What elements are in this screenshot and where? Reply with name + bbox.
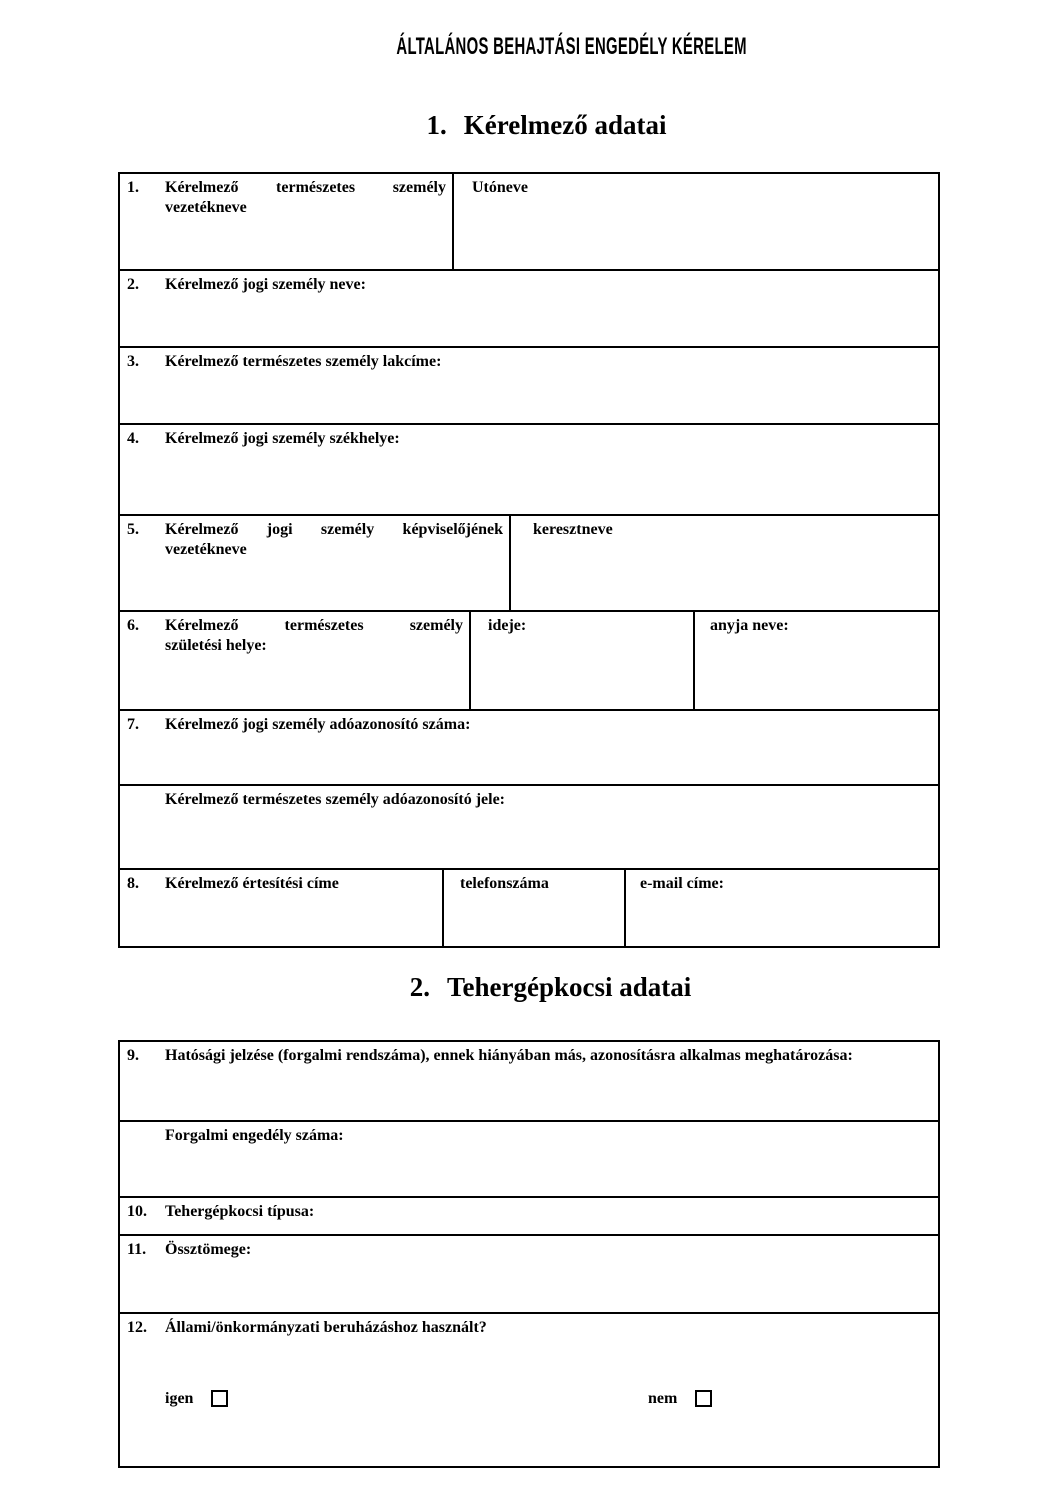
row-number: 4. xyxy=(127,430,139,447)
form-row-2 xyxy=(120,269,938,346)
field-cell-state-investment xyxy=(120,1314,938,1466)
field-cell-truck-type xyxy=(120,1198,938,1234)
field-cell-phone-number xyxy=(442,870,624,946)
field-cell-email-address xyxy=(624,870,938,946)
row-number: 8. xyxy=(127,875,139,892)
field-label: keresztneve xyxy=(533,521,613,538)
field-label: Össztömege: xyxy=(165,1241,252,1258)
field-label: Kérelmező természetes személy xyxy=(165,179,446,196)
yes-option-label: igen xyxy=(165,1390,194,1407)
field-label: Kérelmező jogi személy székhelye: xyxy=(165,430,400,447)
section-2-number: 2. xyxy=(409,972,430,1002)
form-row-9 xyxy=(120,1042,938,1120)
document-title-text: ÁLTALÁNOS BEHAJTÁSI ENGEDÉLY KÉRELEM xyxy=(396,33,747,60)
field-cell-representative-surname xyxy=(120,516,509,610)
row-number: 2. xyxy=(127,276,139,293)
form-row-1 xyxy=(120,174,938,269)
field-cell-legal-entity-tax-number xyxy=(120,711,938,784)
field-cell-legal-entity-seat xyxy=(120,425,938,514)
row-number: 10. xyxy=(127,1203,147,1220)
field-cell-registration-number xyxy=(120,1122,938,1196)
field-cell-applicant-surname xyxy=(120,174,452,269)
form-row-5 xyxy=(120,514,938,610)
row-number: 7. xyxy=(127,716,139,733)
field-label: Kérelmező természetes személy xyxy=(165,617,463,634)
field-cell-license-plate xyxy=(120,1042,938,1120)
field-label: vezetékneve xyxy=(165,541,247,558)
form-row-10 xyxy=(120,1196,938,1234)
form-row-4 xyxy=(120,423,938,514)
field-label: Kérelmező természetes személy adóazonosító jele: xyxy=(165,791,505,808)
field-cell-applicant-firstname xyxy=(452,174,938,269)
form-row-7 xyxy=(120,709,938,784)
field-label: Hatósági jelzése (forgalmi rendszáma), ennek hiányában más, azonosításra alkalmas meghatározása: xyxy=(165,1047,853,1064)
section-1-number: 1. xyxy=(426,110,447,140)
field-cell-birth-place xyxy=(120,612,469,709)
field-cell-mother-name xyxy=(693,612,938,709)
row-number: 12. xyxy=(127,1319,147,1336)
document-title xyxy=(0,33,1059,61)
field-label: Kérelmező értesítési címe xyxy=(165,875,339,892)
form-row-6 xyxy=(120,610,938,709)
row-number: 1. xyxy=(127,179,139,196)
field-label: telefonszáma xyxy=(460,875,549,892)
row-number: 6. xyxy=(127,617,139,634)
field-cell-birth-date xyxy=(469,612,693,709)
field-label: Utóneve xyxy=(472,179,528,196)
row-number: 11. xyxy=(127,1241,147,1258)
field-label: Kérelmező természetes személy lakcíme: xyxy=(165,353,442,370)
field-cell-natural-person-tax-id xyxy=(120,786,938,868)
field-cell-notification-address xyxy=(120,870,442,946)
section-2-title: Tehergépkocsi adatai xyxy=(446,972,692,1002)
field-cell-total-weight xyxy=(120,1236,938,1312)
field-label: anyja neve: xyxy=(710,617,789,634)
field-label: Állami/önkormányzati beruházáshoz használt? xyxy=(165,1319,487,1336)
field-cell-natural-person-address xyxy=(120,348,938,423)
yes-option-group xyxy=(165,1390,228,1407)
field-label: vezetékneve xyxy=(165,199,247,216)
no-checkbox[interactable] xyxy=(695,1390,712,1407)
yes-no-choice-row xyxy=(120,1390,938,1410)
applicant-data-table xyxy=(118,172,940,948)
field-label: Kérelmező jogi személy adóazonosító száma: xyxy=(165,716,471,733)
form-row-8 xyxy=(120,868,938,946)
section-1-title: Kérelmező adatai xyxy=(463,110,667,140)
field-label-group xyxy=(165,178,452,218)
field-label: Kérelmező jogi személy neve: xyxy=(165,276,366,293)
field-cell-representative-firstname xyxy=(509,516,938,610)
field-label: születési helye: xyxy=(165,637,267,654)
field-label: Forgalmi engedély száma: xyxy=(165,1127,344,1144)
row-number: 9. xyxy=(127,1047,139,1064)
field-label: e-mail címe: xyxy=(640,875,724,892)
yes-checkbox[interactable] xyxy=(211,1390,228,1407)
form-row-11 xyxy=(120,1234,938,1312)
truck-data-table xyxy=(118,1040,940,1468)
row-number: 5. xyxy=(127,521,139,538)
no-option-group xyxy=(648,1390,712,1407)
section-2-heading xyxy=(0,972,1059,1003)
field-label-group xyxy=(165,520,509,560)
field-label: Kérelmező jogi személy képviselőjének xyxy=(165,521,503,538)
form-row-9b xyxy=(120,1120,938,1196)
field-label: ideje: xyxy=(488,617,527,634)
no-option-label: nem xyxy=(648,1390,678,1407)
row-number: 3. xyxy=(127,353,139,370)
form-row-12 xyxy=(120,1312,938,1466)
field-cell-legal-entity-name xyxy=(120,271,938,346)
form-row-7b xyxy=(120,784,938,868)
field-label-group xyxy=(165,616,469,656)
section-1-heading xyxy=(0,110,1059,141)
form-row-3 xyxy=(120,346,938,423)
field-label: Tehergépkocsi típusa: xyxy=(165,1203,315,1220)
